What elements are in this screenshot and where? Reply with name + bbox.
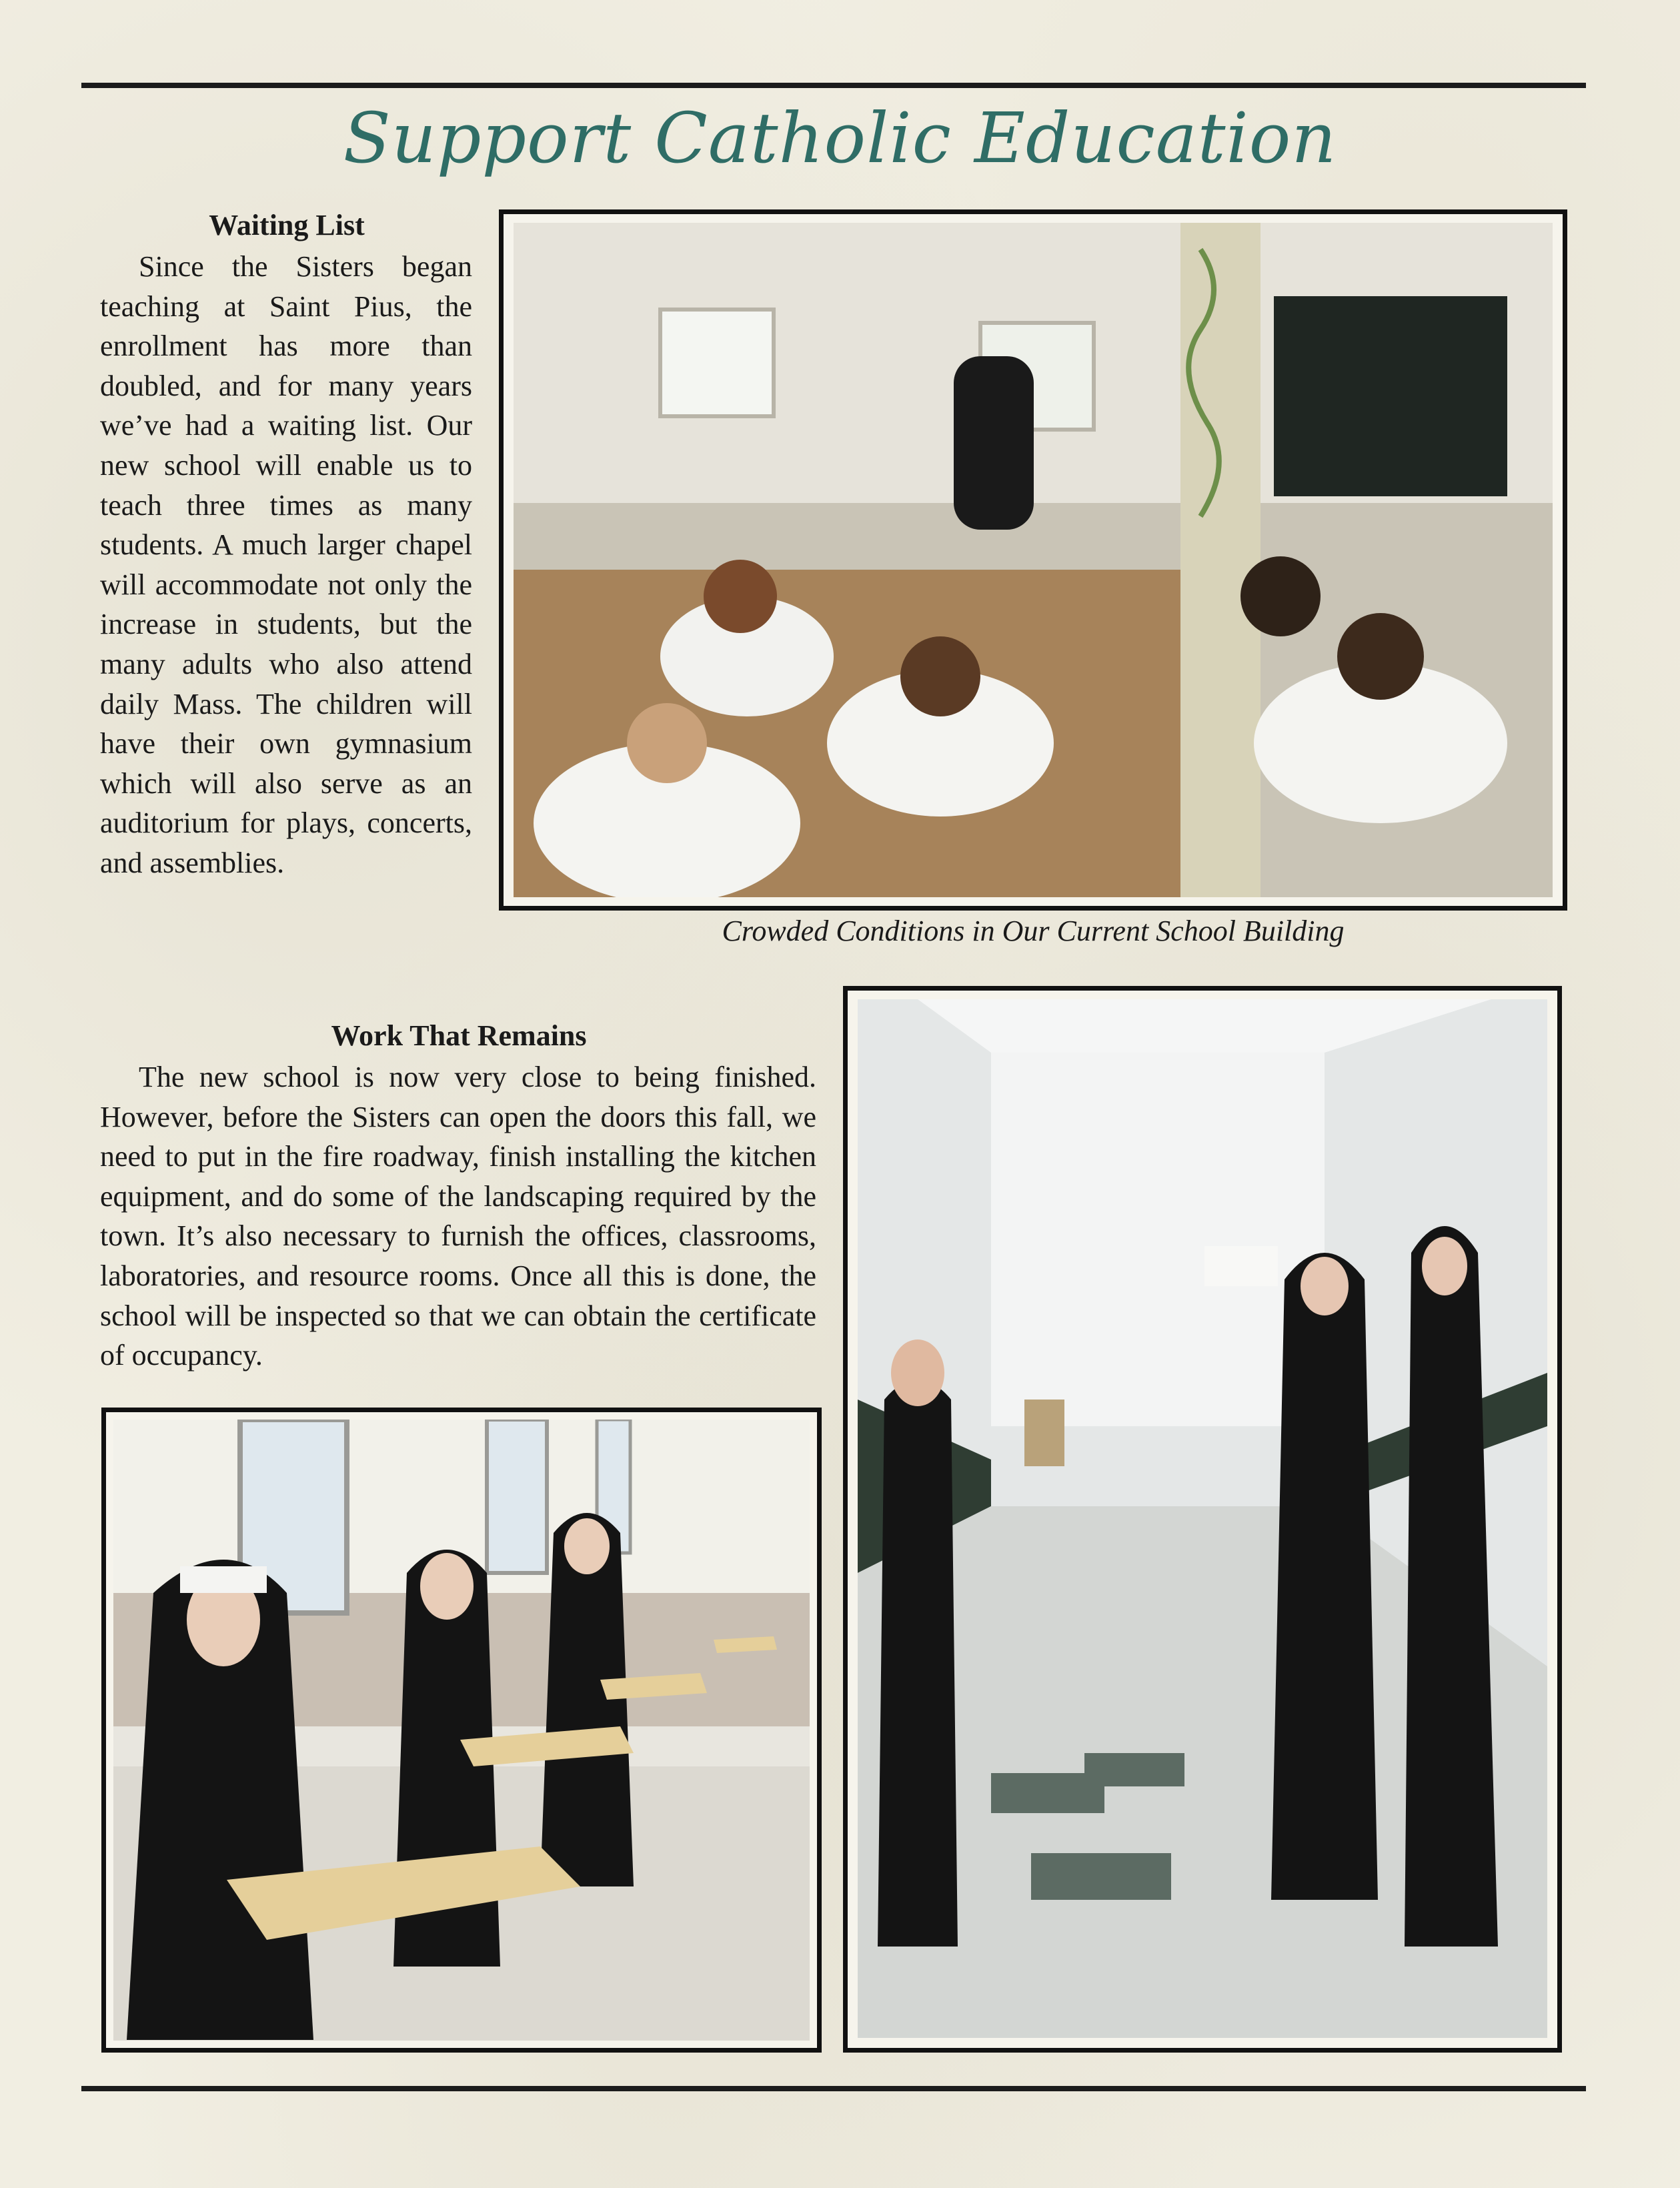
waiting-list-heading: Waiting List xyxy=(209,209,365,241)
hallway-photo-image xyxy=(858,999,1547,2038)
bottom-rule xyxy=(81,2086,1586,2091)
page-title: Support Catholic Education xyxy=(343,97,1337,179)
new-classroom-photo xyxy=(113,1420,810,2041)
waiting-list-body: Since the Sisters began teaching at Saint Pius, the enrollment has more than doubled, and for many years we’ve had a waiting list. Our new school will enable us to teach three times as many students. A much larger chapel will accommodate not only the increase in students, but the many adults who also attend daily Mass. The children will have their own gymnasium which will also serve as an auditorium for plays, concerts, and assemblies. xyxy=(100,250,472,879)
classroom-photo-image xyxy=(514,223,1553,897)
classroom-photo xyxy=(514,223,1553,897)
top-rule xyxy=(81,83,1586,88)
classroom-photo-caption: Crowded Conditions in Our Current School Building xyxy=(722,915,1345,947)
work-remains-heading: Work That Remains xyxy=(331,1019,587,1052)
hallway-photo xyxy=(858,999,1547,2038)
work-remains-body: The new school is now very close to being finished. However, before the Sisters can open the doors this fall, we need to put in the fire roadway, finish installing the kitchen equipment, and do some of the landscaping required by the town. It’s also necessary to furnish the offices, classrooms, laboratories, and resource rooms. Once all this is done, the school will be inspected so that we can obtain the certificate of occupancy. xyxy=(100,1061,816,1372)
new-classroom-photo-image xyxy=(113,1420,810,2041)
